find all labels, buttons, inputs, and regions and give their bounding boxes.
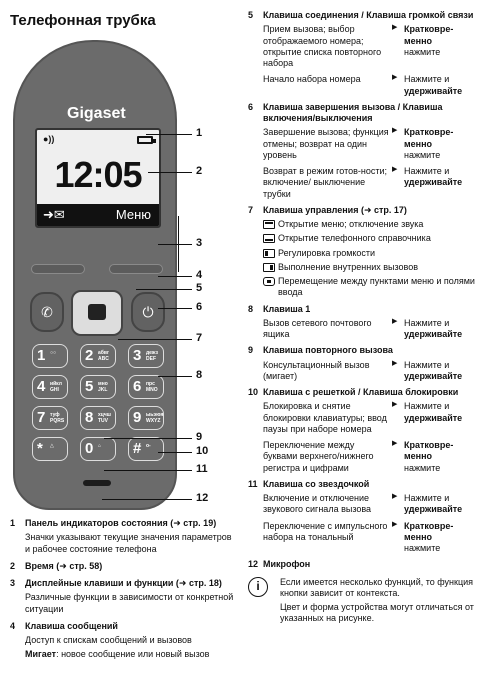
callout-number: 6 bbox=[196, 301, 203, 313]
section-number: 8 bbox=[248, 303, 254, 314]
section-number: 9 bbox=[248, 345, 254, 356]
control-key bbox=[71, 290, 123, 336]
press-line-2: удерживайте bbox=[404, 370, 463, 381]
press-line-2: удерживайте bbox=[404, 412, 463, 423]
action-text: Возврат в режим готов-ности; включение/ выключение трубки bbox=[263, 166, 388, 199]
control-item bbox=[263, 219, 476, 230]
section-body bbox=[263, 360, 476, 383]
section-number: 5 bbox=[248, 10, 254, 20]
section-body: Доступ к спискам сообщений и вызовов bbox=[25, 635, 192, 645]
callout-number: 7 bbox=[196, 332, 203, 344]
action-text: Начало набора номера bbox=[263, 74, 361, 85]
section-number: 7 bbox=[248, 204, 254, 215]
key-digit: 5 bbox=[85, 378, 94, 395]
callout-line bbox=[158, 308, 192, 309]
legend-section bbox=[10, 518, 238, 555]
control-text: Регулировка громкости bbox=[278, 247, 376, 258]
keypad-key-5 bbox=[80, 375, 116, 399]
section-number: 3 bbox=[10, 578, 16, 588]
key-digit: 0 bbox=[85, 440, 94, 457]
section-body bbox=[263, 127, 476, 200]
note-paragraph-1: Если имеется несколько функций, то функция кнопки зависит от контекста. bbox=[280, 576, 474, 598]
press-line-2: нажмите bbox=[404, 46, 441, 57]
callout-number: 4 bbox=[196, 269, 203, 281]
handset-display bbox=[35, 128, 161, 228]
action-row bbox=[263, 24, 476, 69]
brand-logo: Gigaset bbox=[67, 105, 126, 122]
keypad-key-8 bbox=[80, 406, 116, 430]
legend-section bbox=[248, 102, 476, 200]
callout-line bbox=[148, 172, 192, 173]
action-press bbox=[392, 521, 476, 555]
section-body: Различные функции в зависимости от конкретной ситуации bbox=[25, 592, 234, 614]
callout-line bbox=[104, 438, 192, 439]
press-line-1: ▶ Кратковре-менно bbox=[404, 520, 454, 542]
section-heading: Клавиша с решеткой / Клавиша блокировки bbox=[263, 387, 459, 397]
action-row bbox=[263, 318, 476, 341]
action-text: Завершение вызова; функция отмены; возврат на один уровень bbox=[263, 127, 389, 160]
key-digit: 7 bbox=[37, 409, 46, 426]
callout-number: 11 bbox=[196, 463, 208, 475]
action-press bbox=[392, 166, 476, 200]
action-row bbox=[263, 166, 476, 200]
section-extra bbox=[25, 649, 238, 660]
info-icon: i bbox=[248, 577, 268, 597]
section-body: Значки указывают текущие значения параметров и рабочее состояние телефона bbox=[25, 532, 232, 554]
action-text: Блокировка и снятие блокировки клавиатуры; ввод паузы при наборе номера bbox=[263, 401, 387, 434]
end-key-icon: ⏻ bbox=[131, 292, 165, 332]
action-text: Прием вызова; выбор отображаемого номера; открытие списка повторного набора bbox=[263, 24, 382, 68]
section-heading: Клавиша 1 bbox=[263, 303, 311, 314]
legend-section bbox=[248, 345, 476, 382]
section-heading: Клавиша соединения / Клавиша громкой связи bbox=[263, 10, 474, 20]
action-press bbox=[392, 127, 476, 161]
action-text: Переключение с импульсного набора на тональный bbox=[263, 520, 388, 542]
press-line-1: ▶ Нажмите и bbox=[404, 74, 450, 85]
callout-bracket bbox=[178, 216, 179, 272]
legend-section bbox=[10, 621, 238, 661]
key-letters: прс MNO bbox=[146, 381, 158, 393]
section-heading: Клавиша сообщений bbox=[25, 620, 118, 631]
key-letters: ыьэюя WXYZ bbox=[146, 412, 164, 424]
section-number: 6 bbox=[248, 101, 254, 112]
action-row bbox=[263, 521, 476, 555]
section-heading: Клавиша управления (➜ стр. 17) bbox=[263, 204, 407, 215]
key-digit: 1 bbox=[37, 347, 46, 364]
control-text: Открытие меню; отключение звука bbox=[278, 219, 424, 229]
section-number: 1 bbox=[10, 518, 16, 528]
extra-bold: Мигает bbox=[25, 649, 57, 660]
softkey-left-label: ➜✉ bbox=[43, 207, 65, 222]
left-display-key bbox=[31, 264, 85, 274]
section-number: 2 bbox=[10, 560, 16, 571]
key-digit: 2 bbox=[85, 347, 94, 364]
keypad-key-3 bbox=[128, 344, 164, 368]
callout-line bbox=[136, 289, 192, 290]
press-line-2: удерживайте bbox=[404, 177, 463, 188]
key-digit: 9 bbox=[133, 409, 142, 426]
control-item bbox=[263, 233, 476, 244]
key-digit: 3 bbox=[133, 347, 142, 364]
section-heading: Клавиша завершения вызова / Клавиша включения/выключения bbox=[263, 101, 443, 123]
keypad-key-2 bbox=[80, 344, 116, 368]
legend-section bbox=[10, 561, 238, 572]
section-body bbox=[263, 493, 476, 554]
section-body bbox=[263, 219, 476, 299]
action-row bbox=[263, 127, 476, 161]
section-heading: Панель индикаторов состояния (➜ стр. 19) bbox=[25, 518, 217, 528]
section-number: 10 bbox=[248, 387, 259, 397]
left-legend bbox=[10, 518, 238, 667]
press-line-1: ▶ Нажмите и bbox=[404, 493, 450, 503]
handset-illustration bbox=[8, 40, 233, 510]
press-line-2: нажмите bbox=[404, 462, 441, 473]
legend-section bbox=[248, 479, 476, 555]
display-clock: 12:05 bbox=[54, 154, 142, 195]
note-paragraph-2: Цвет и форма устройства могут отличаться от указанных на рисунке. bbox=[280, 602, 474, 624]
action-press bbox=[392, 318, 476, 341]
action-text: Консультационный вызов (мигает) bbox=[263, 359, 370, 381]
action-text: Вызов сетевого почтового ящика bbox=[263, 317, 372, 339]
keypad-key-0 bbox=[80, 437, 116, 461]
callout-line bbox=[104, 470, 192, 471]
control-top-icon bbox=[263, 220, 275, 229]
keypad-key-1 bbox=[32, 344, 68, 368]
key-letters: ийкл GHI bbox=[50, 381, 62, 393]
callout-line bbox=[158, 244, 192, 245]
press-line-2: удерживайте bbox=[404, 504, 463, 515]
softkey-right-label: Меню bbox=[115, 207, 151, 222]
section-heading: Дисплейные клавиши и функции (➜ стр. 18) bbox=[25, 578, 222, 588]
section-number: 11 bbox=[248, 478, 258, 489]
action-press bbox=[392, 24, 476, 69]
press-line-2: удерживайте bbox=[404, 329, 463, 339]
handset-body bbox=[13, 40, 177, 510]
action-row bbox=[263, 493, 476, 516]
section-heading: Клавиша со звездочкой bbox=[263, 478, 370, 489]
press-line-1: ▶ Нажмите и bbox=[404, 166, 450, 176]
keypad-key-9 bbox=[128, 406, 164, 430]
key-letters: дежз DEF bbox=[146, 350, 158, 362]
section-body bbox=[263, 401, 476, 474]
action-press bbox=[392, 440, 476, 474]
press-line-1: ▶ Кратковре-менно bbox=[404, 440, 454, 462]
callout-number: 10 bbox=[196, 445, 209, 457]
section-heading: Время (➜ стр. 58) bbox=[25, 560, 103, 571]
keypad-key-hash bbox=[128, 437, 164, 461]
callout-line bbox=[158, 276, 192, 277]
control-text: Открытие телефонного справочника bbox=[278, 233, 431, 244]
press-line-1: ▶ Нажмите и bbox=[404, 401, 450, 412]
key-digit: 6 bbox=[133, 378, 142, 395]
action-text: Включение и отключение звукового сигнала вызова bbox=[263, 493, 372, 515]
callout-number: 1 bbox=[196, 127, 203, 139]
microphone bbox=[83, 480, 111, 486]
press-line-1: ▶ Кратковре-менно bbox=[404, 24, 454, 46]
key-letters: мно JKL bbox=[98, 381, 108, 393]
key-letters: ○○ bbox=[50, 350, 57, 356]
legend-section bbox=[248, 559, 476, 570]
right-legend bbox=[248, 10, 476, 628]
callout-number: 8 bbox=[196, 369, 203, 381]
callout-line bbox=[158, 452, 192, 453]
key-letters: aбвг ABC bbox=[98, 350, 110, 362]
info-note bbox=[248, 577, 476, 628]
press-line-1: ▶ Кратковре-менно bbox=[404, 127, 454, 149]
callout-line bbox=[102, 499, 192, 500]
action-row bbox=[263, 401, 476, 435]
legend-section bbox=[248, 205, 476, 299]
action-press bbox=[392, 74, 476, 97]
section-number: 12 bbox=[248, 559, 259, 570]
section-body bbox=[263, 318, 476, 341]
press-line-1: ▶ Нажмите и bbox=[404, 317, 450, 328]
callout-line bbox=[118, 339, 192, 340]
section-heading: Микрофон bbox=[263, 559, 311, 570]
section-number: 4 bbox=[10, 620, 16, 631]
control-text: Перемещение между пунктами меню и полями ввода bbox=[278, 276, 475, 298]
legend-section bbox=[10, 578, 238, 615]
extra-text: : новое сообщение или новый вызов bbox=[56, 649, 210, 660]
display-keys bbox=[31, 264, 163, 274]
callout-number: 2 bbox=[196, 165, 203, 177]
key-digit: 4 bbox=[37, 378, 46, 395]
action-text: Переключение между буквами верхнего/нижнего регистра и цифрами bbox=[263, 440, 374, 473]
action-press bbox=[392, 401, 476, 435]
section-body bbox=[263, 24, 476, 97]
control-text: Выполнение внутренних вызовов bbox=[278, 261, 418, 272]
keypad-key-6 bbox=[128, 375, 164, 399]
press-line-2: нажмите bbox=[404, 543, 441, 553]
right-display-key bbox=[109, 264, 163, 274]
action-row bbox=[263, 440, 476, 474]
legend-section bbox=[248, 304, 476, 341]
control-item bbox=[263, 248, 476, 259]
keypad-key-4 bbox=[32, 375, 68, 399]
control-left-icon bbox=[263, 249, 275, 258]
press-line-2: удерживайте bbox=[404, 85, 463, 96]
battery-icon bbox=[137, 136, 153, 144]
keypad-key-star bbox=[32, 437, 68, 461]
callout-number: 3 bbox=[196, 237, 203, 249]
display-softkey-bar bbox=[37, 204, 159, 226]
control-all-icon bbox=[263, 277, 275, 286]
action-row bbox=[263, 74, 476, 97]
key-digit: 8 bbox=[85, 409, 94, 426]
control-bottom-icon bbox=[263, 234, 275, 243]
legend-section bbox=[248, 387, 476, 474]
callout-number: 5 bbox=[196, 282, 203, 294]
key-letters: △ bbox=[50, 443, 54, 449]
key-digit: * bbox=[37, 440, 43, 457]
key-digit: # bbox=[133, 440, 142, 457]
action-row bbox=[263, 360, 476, 383]
nav-center-icon bbox=[88, 304, 106, 320]
control-item bbox=[263, 262, 476, 273]
key-letters: хцчш TUV bbox=[98, 412, 111, 424]
signal-icon: ●)) bbox=[43, 134, 55, 144]
callout-number: 9 bbox=[196, 431, 203, 443]
key-letters: o- bbox=[146, 443, 151, 449]
action-press bbox=[392, 493, 476, 516]
key-letters: ⌂ bbox=[98, 443, 102, 449]
section-heading: Клавиша повторного вызова bbox=[263, 345, 393, 356]
press-line-2: нажмите bbox=[404, 149, 441, 160]
note-text bbox=[280, 577, 476, 628]
press-line-1: ▶ Нажмите и bbox=[404, 359, 450, 370]
page-title: Телефонная трубка bbox=[10, 12, 156, 29]
action-press bbox=[392, 360, 476, 383]
talk-key-icon: ✆ bbox=[30, 292, 64, 332]
legend-section bbox=[248, 10, 476, 97]
key-letters: туф PQRS bbox=[50, 412, 65, 424]
control-item bbox=[263, 276, 476, 299]
control-right-icon bbox=[263, 263, 275, 272]
callout-line bbox=[146, 134, 192, 135]
keypad-key-7 bbox=[32, 406, 68, 430]
callout-number: 12 bbox=[196, 492, 209, 504]
callout-line bbox=[158, 376, 192, 377]
